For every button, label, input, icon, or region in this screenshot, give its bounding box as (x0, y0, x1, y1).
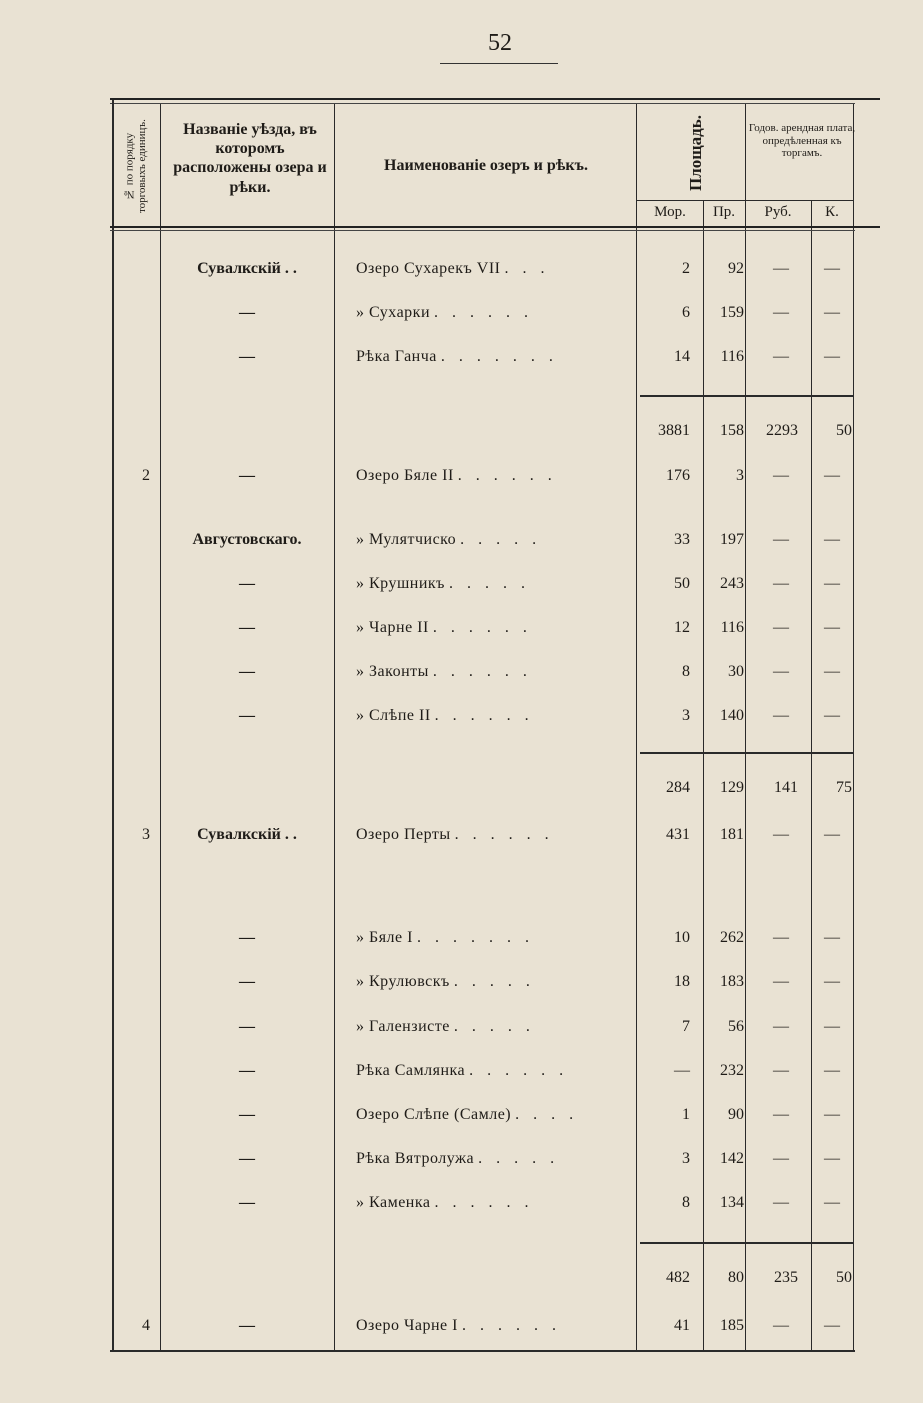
row-name-text: » Чарне II (356, 619, 429, 636)
row-kop: — (824, 973, 840, 990)
row-mor: 41 (674, 1317, 690, 1334)
row-kop: — (824, 260, 840, 277)
row-name-text: Рѣка Ганча (356, 348, 437, 365)
row-mor: 8 (682, 663, 690, 680)
row-district: — (239, 467, 255, 484)
row-rub: — (773, 1062, 789, 1079)
table-row (0, 300, 923, 326)
row-district: — (239, 663, 255, 680)
row-mor: 176 (666, 467, 690, 484)
row-leader-dots: . . . . . (453, 973, 535, 990)
row-district: — (239, 348, 255, 365)
row-name (356, 344, 626, 370)
row-rub: — (773, 973, 789, 990)
row-num: 4 (142, 1317, 150, 1334)
subtotal-kop: 50 (836, 1269, 852, 1286)
row-rub: — (773, 467, 789, 484)
row-name (356, 527, 626, 553)
row-kop: — (824, 826, 840, 843)
row-name (356, 1058, 626, 1084)
row-pr: 140 (720, 707, 744, 724)
row-pr: 90 (728, 1106, 744, 1123)
row-mor: 10 (674, 929, 690, 946)
row-leader-dots: . . . . (515, 1106, 579, 1123)
row-name-text: » Крулювскъ (356, 973, 450, 990)
row-pr: 116 (720, 348, 744, 365)
row-district: — (239, 1018, 255, 1035)
table-row (0, 571, 923, 597)
row-name (356, 1014, 626, 1040)
row-district: Сувалкскій . . (197, 826, 297, 843)
row-leader-dots: . . . . . . . (416, 929, 534, 946)
row-mor: 1 (682, 1106, 690, 1123)
row-name (356, 615, 626, 641)
row-rub: — (773, 826, 789, 843)
row-pr: 142 (720, 1150, 744, 1167)
table-row (0, 1313, 923, 1339)
row-pr: 30 (728, 663, 744, 680)
table-top-rule (110, 98, 880, 100)
subtotal-row (0, 775, 923, 801)
row-mor: 12 (674, 619, 690, 636)
header-area-mor: Мор. (654, 204, 686, 220)
row-num: 3 (142, 826, 150, 843)
row-pr: 56 (728, 1018, 744, 1035)
table-top-rule-inner (110, 103, 855, 104)
row-district: — (239, 929, 255, 946)
row-name-text: » Сухарки (356, 304, 430, 321)
table-row (0, 822, 923, 848)
row-name-text: » Каменка (356, 1194, 431, 1211)
row-rub: — (773, 1194, 789, 1211)
row-rub: — (773, 1018, 789, 1035)
table-row (0, 969, 923, 995)
subtotal-row (0, 418, 923, 444)
row-rub: — (773, 1317, 789, 1334)
row-pr: 232 (720, 1062, 744, 1079)
row-kop: — (824, 1062, 840, 1079)
row-leader-dots: . . . . . . . (440, 348, 558, 365)
header-rent: Годов. арендная плата, опредѣленная къ торгамъ. (748, 122, 856, 160)
row-name-text: Озеро Сухарекъ VII (356, 260, 501, 277)
row-rub: — (773, 348, 789, 365)
row-name-text: » Бяле I (356, 929, 413, 946)
page-number: 52 (488, 30, 512, 56)
header-rent-rub: Руб. (764, 204, 792, 220)
row-rub: — (773, 1150, 789, 1167)
row-pr: 159 (720, 304, 744, 321)
row-mor: 18 (674, 973, 690, 990)
row-pr: 197 (720, 531, 744, 548)
row-district: — (239, 1194, 255, 1211)
row-kop: — (824, 707, 840, 724)
subtotal-rub: 2293 (766, 422, 798, 439)
row-leader-dots: . . . . . (460, 531, 542, 548)
subtotal-kop: 50 (836, 422, 852, 439)
subtotal-pr: 129 (720, 779, 744, 796)
row-leader-dots: . . . . . (448, 575, 530, 592)
table-bottom-rule (110, 1350, 855, 1352)
header-area-pr: Пр. (712, 204, 736, 220)
table-row (0, 1058, 923, 1084)
row-name (356, 300, 626, 326)
subtotal-mor: 284 (666, 779, 690, 796)
header-names: Наименованіе озеръ и рѣкъ. (384, 157, 588, 174)
row-mor: 3 (682, 707, 690, 724)
row-kop: — (824, 348, 840, 365)
row-pr: 3 (736, 467, 744, 484)
row-district: — (239, 1317, 255, 1334)
row-name (356, 1313, 626, 1339)
row-district: — (239, 304, 255, 321)
row-name-text: » Мулятчиско (356, 531, 457, 548)
subtotal-rule (640, 395, 853, 397)
row-leader-dots: . . . . . . (457, 467, 557, 484)
row-kop: — (824, 467, 840, 484)
row-mor: 14 (674, 348, 690, 365)
row-name (356, 659, 626, 685)
subtotal-mor: 482 (666, 1269, 690, 1286)
subtotal-rule (640, 1242, 853, 1244)
row-district: — (239, 707, 255, 724)
table-row (0, 1190, 923, 1216)
row-rub: — (773, 929, 789, 946)
row-name (356, 1146, 626, 1172)
row-rub: — (773, 663, 789, 680)
row-kop: — (824, 663, 840, 680)
row-rub: — (773, 531, 789, 548)
header-bottom-rule-inner (110, 230, 855, 231)
row-district: — (239, 575, 255, 592)
row-pr: 185 (720, 1317, 744, 1334)
table-row (0, 527, 923, 553)
row-kop: — (824, 1317, 840, 1334)
row-mor: 6 (682, 304, 690, 321)
subtotal-mor: 3881 (658, 422, 690, 439)
row-mor: 8 (682, 1194, 690, 1211)
row-leader-dots: . . . (504, 260, 550, 277)
row-name-text: Озеро Слѣпе (Самле) (356, 1106, 512, 1123)
subtotal-kop: 75 (836, 779, 852, 796)
row-district: — (239, 1106, 255, 1123)
table-row (0, 344, 923, 370)
header-rent-kop: К. (825, 204, 839, 220)
row-kop: — (824, 531, 840, 548)
row-name (356, 463, 626, 489)
subtotal-pr: 80 (728, 1269, 744, 1286)
row-kop: — (824, 619, 840, 636)
row-name (356, 571, 626, 597)
row-leader-dots: . . . . . . (432, 663, 532, 680)
row-name-text: Рѣка Вятролужа (356, 1150, 475, 1167)
row-name-text: » Галензисте (356, 1018, 450, 1035)
row-name (356, 1190, 626, 1216)
row-kop: — (824, 304, 840, 321)
table-row (0, 1014, 923, 1040)
header-num: № по порядку торговыхъ единицъ. (123, 119, 148, 213)
row-leader-dots: . . . . . . (434, 707, 534, 724)
header-area: Площадь. (686, 115, 705, 191)
row-mor: 7 (682, 1018, 690, 1035)
row-pr: 181 (720, 826, 744, 843)
row-mor: 2 (682, 260, 690, 277)
row-name (356, 1102, 626, 1128)
row-name-text: » Крушникъ (356, 575, 445, 592)
row-name-text: » Законты (356, 663, 429, 680)
row-pr: 183 (720, 973, 744, 990)
subtotal-rub: 141 (774, 779, 798, 796)
row-name-text: Озеро Перты (356, 826, 451, 843)
row-pr: 262 (720, 929, 744, 946)
table-row (0, 1102, 923, 1128)
row-name-text: Озеро Бяле II (356, 467, 454, 484)
header-district: Названіе уѣзда, въ которомъ расположены озера и рѣки. (173, 121, 327, 196)
row-pr: 134 (720, 1194, 744, 1211)
header-bottom-rule (110, 226, 880, 228)
subtotal-pr: 158 (720, 422, 744, 439)
row-kop: — (824, 1194, 840, 1211)
row-leader-dots: . . . . . . (434, 1194, 534, 1211)
subtotal-rub: 235 (774, 1269, 798, 1286)
row-district: — (239, 1150, 255, 1167)
row-name (356, 703, 626, 729)
row-rub: — (773, 575, 789, 592)
row-rub: — (773, 304, 789, 321)
row-name-text: Озеро Чарне I (356, 1317, 458, 1334)
page-number-rule (440, 63, 558, 64)
row-mor: — (674, 1062, 690, 1079)
row-rub: — (773, 260, 789, 277)
row-kop: — (824, 929, 840, 946)
row-mor: 431 (666, 826, 690, 843)
row-rub: — (773, 619, 789, 636)
table-row (0, 256, 923, 282)
row-kop: — (824, 575, 840, 592)
row-mor: 50 (674, 575, 690, 592)
row-district: Сувалкскій . . (197, 260, 297, 277)
table-row (0, 1146, 923, 1172)
row-pr: 243 (720, 575, 744, 592)
row-mor: 3 (682, 1150, 690, 1167)
table-row (0, 463, 923, 489)
row-pr: 92 (728, 260, 744, 277)
row-kop: — (824, 1106, 840, 1123)
row-district: — (239, 973, 255, 990)
row-leader-dots: . . . . . . (432, 619, 532, 636)
subtotal-row (0, 1265, 923, 1291)
row-district: Августовскаго. (192, 531, 302, 548)
row-name (356, 256, 626, 282)
row-kop: — (824, 1150, 840, 1167)
header-subrule (636, 200, 853, 201)
table-row (0, 615, 923, 641)
row-name (356, 969, 626, 995)
row-name (356, 925, 626, 951)
row-name (356, 822, 626, 848)
row-kop: — (824, 1018, 840, 1035)
row-leader-dots: . . . . . . (434, 304, 533, 321)
table-row (0, 703, 923, 729)
row-leader-dots: . . . . . . (461, 1317, 561, 1334)
row-leader-dots: . . . . . . (454, 826, 554, 843)
row-rub: — (773, 1106, 789, 1123)
row-num: 2 (142, 467, 150, 484)
table-row (0, 659, 923, 685)
row-leader-dots: . . . . . (453, 1018, 535, 1035)
row-leader-dots: . . . . . . (469, 1062, 569, 1079)
row-leader-dots: . . . . . (478, 1150, 560, 1167)
row-name-text: Рѣка Самлянка (356, 1062, 466, 1079)
table-row (0, 925, 923, 951)
row-district: — (239, 1062, 255, 1079)
row-pr: 116 (720, 619, 744, 636)
row-district: — (239, 619, 255, 636)
row-rub: — (773, 707, 789, 724)
subtotal-rule (640, 752, 853, 754)
row-mor: 33 (674, 531, 690, 548)
row-name-text: » Слѣпе II (356, 707, 431, 724)
